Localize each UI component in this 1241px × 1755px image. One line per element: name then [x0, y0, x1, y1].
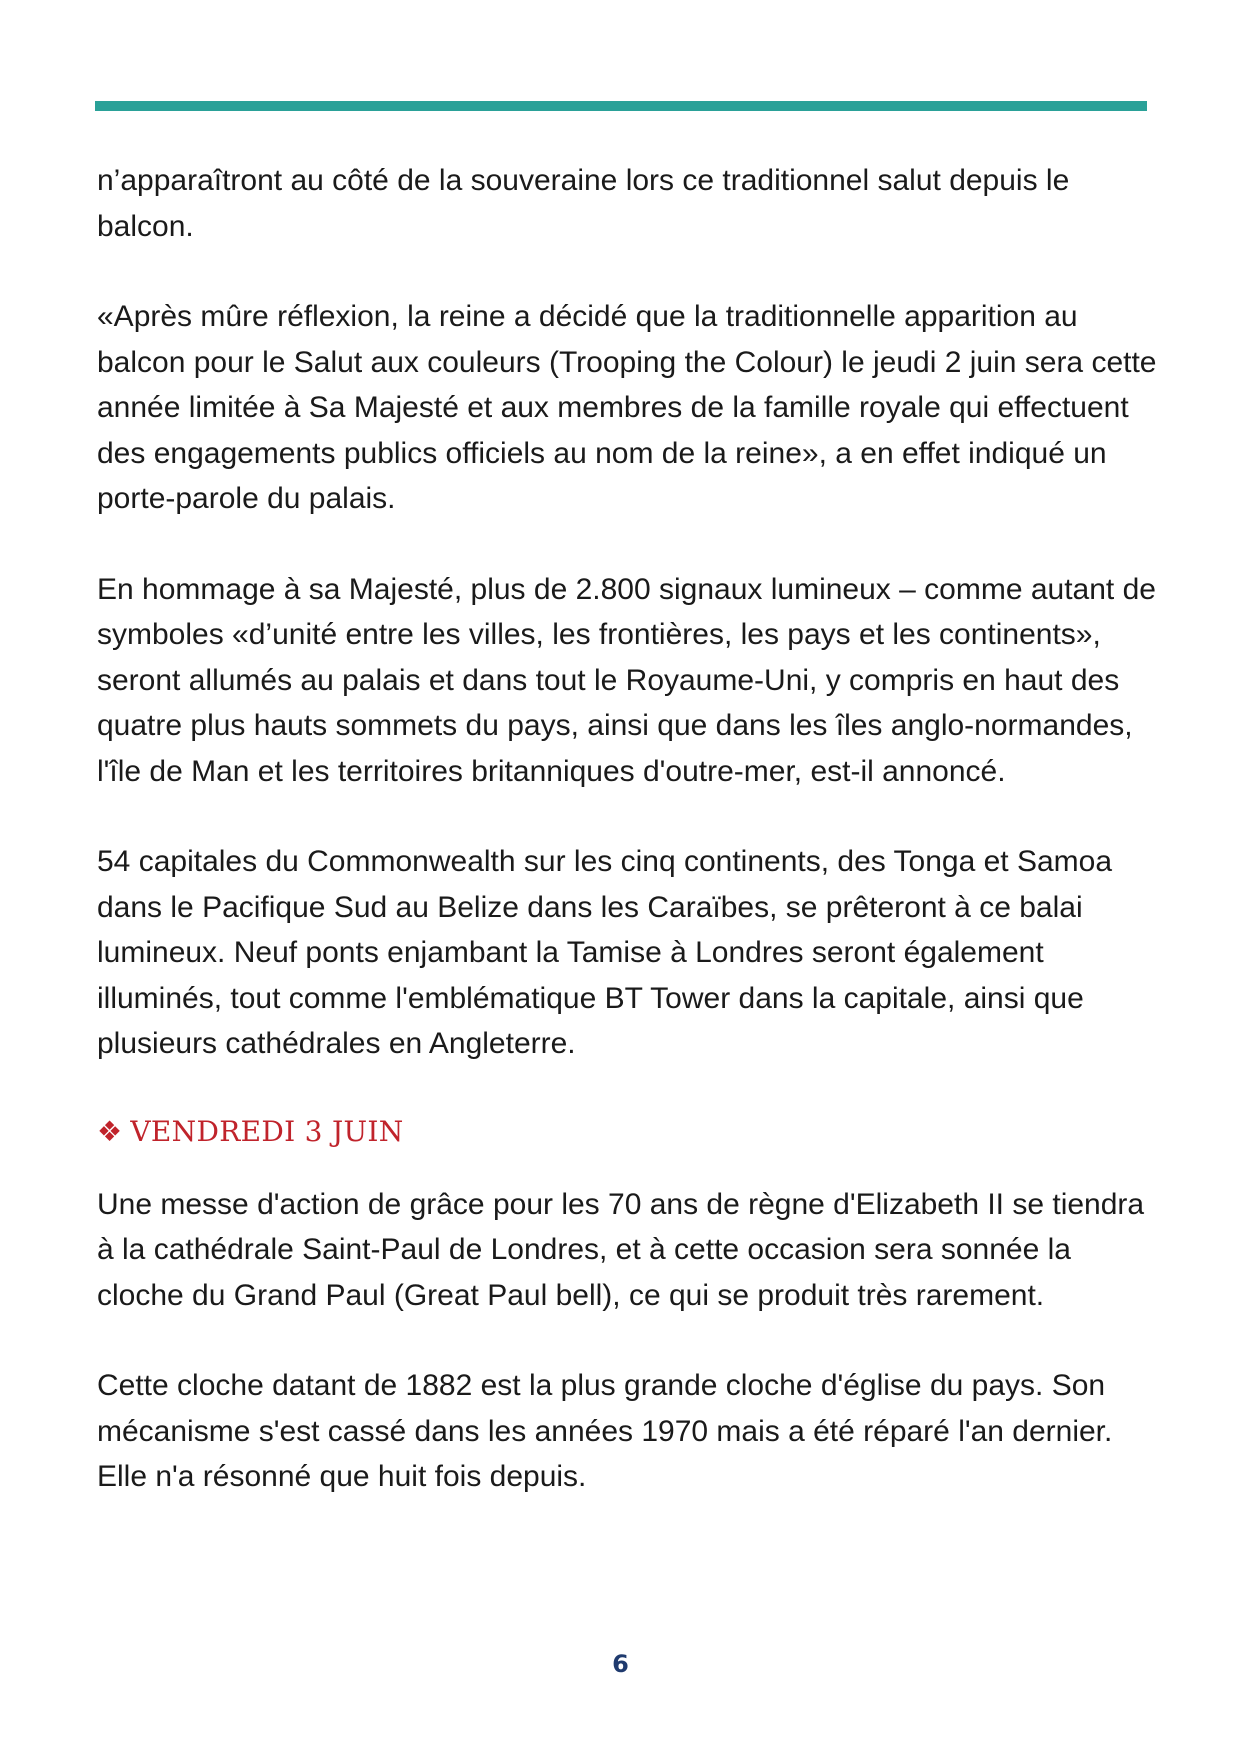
paragraph: En hommage à sa Majesté, plus de 2.800 signaux lumineux – comme autant de symboles «d’unité entre les villes, les frontières, les pays et les continents», seront allumés au palais et dans tout le Royaume-Uni, y compris en haut des quatre plus hauts sommets du pays, ainsi que dans les îles anglo-normandes, l'île de Man et les territoires britanniques d'outre-mer, est-il annoncé. [97, 572, 1156, 788]
page-body [97, 158, 1157, 1545]
diamond-bullet-icon: ❖ [97, 1114, 123, 1148]
paragraph: «Après mûre réflexion, la reine a décidé que la traditionnelle apparition au balcon pour le Salut aux couleurs (Trooping the Colour) le jeudi 2 juin sera cette année limitée à Sa Majesté et aux membres de la famille royale qui effectuent des engagements publics officiels au nom de la reine», a en effet indiqué un porte-parole du palais. [97, 300, 1157, 515]
section-heading [97, 1112, 1157, 1152]
section-heading-text: VENDREDI 3 JUIN [130, 1114, 404, 1148]
page-number: 6 [612, 1650, 629, 1678]
paragraph: n’apparaîtront au côté de la souveraine lors ce traditionnel salut depuis le balcon. [97, 164, 1070, 243]
paragraph: Une messe d'action de grâce pour les 70 ans de règne d'Elizabeth II se tiendra à la cathédrale Saint-Paul de Londres, et à cette occasion sera sonnée la cloche du Grand Paul (Great Paul bell), ce qui se produit très rarement. [97, 1187, 1145, 1312]
paragraph: 54 capitales du Commonwealth sur les cinq continents, des Tonga et Samoa dans le Pacifique Sud au Belize dans les Caraïbes, se prêteront à ce balai lumineux. Neuf ponts enjambant la Tamise à Londres seront également illuminés, tout comme l'emblématique BT Tower dans la capitale, ainsi que plusieurs cathédrales en Angleterre. [97, 845, 1113, 1060]
paragraph: Cette cloche datant de 1882 est la plus grande cloche d'église du pays. Son mécanisme s'est cassé dans les années 1970 mais a été réparé l'an dernier. Elle n'a résonné que huit fois depuis. [97, 1369, 1113, 1493]
header-rule [95, 101, 1147, 111]
